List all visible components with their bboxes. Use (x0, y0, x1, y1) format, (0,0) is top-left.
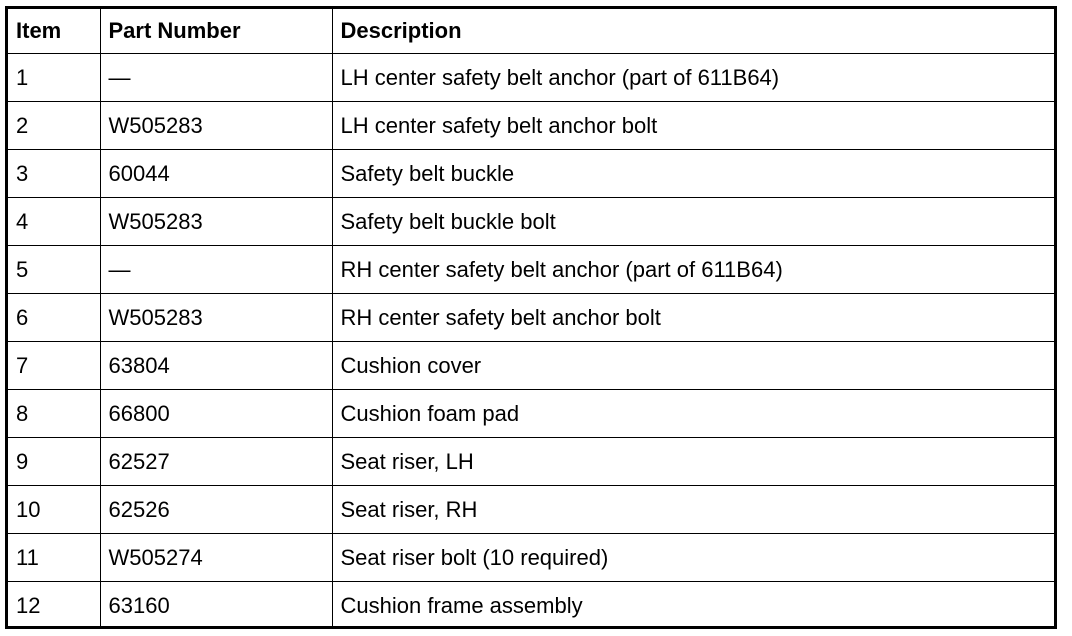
cell-item: 4 (8, 198, 100, 246)
cell-description: Cushion frame assembly (332, 582, 1054, 630)
cell-description: Cushion cover (332, 342, 1054, 390)
cell-part-number: — (100, 246, 332, 294)
table-row (8, 534, 1054, 582)
table-row (8, 150, 1054, 198)
table-row (8, 54, 1054, 102)
table-row (8, 198, 1054, 246)
table-body (8, 54, 1054, 630)
table-row (8, 102, 1054, 150)
cell-description: Safety belt buckle bolt (332, 198, 1054, 246)
cell-part-number: W505283 (100, 198, 332, 246)
table-row (8, 390, 1054, 438)
table-row (8, 246, 1054, 294)
header-item: Item (8, 9, 100, 54)
cell-part-number: W505274 (100, 534, 332, 582)
header-part-number: Part Number (100, 9, 332, 54)
cell-item: 9 (8, 438, 100, 486)
table-row (8, 582, 1054, 630)
cell-part-number: W505283 (100, 102, 332, 150)
cell-description: Safety belt buckle (332, 150, 1054, 198)
header-description: Description (332, 9, 1054, 54)
cell-description: Cushion foam pad (332, 390, 1054, 438)
table-row (8, 438, 1054, 486)
cell-description: RH center safety belt anchor (part of 611B64) (332, 246, 1054, 294)
cell-description: Seat riser, LH (332, 438, 1054, 486)
cell-item: 6 (8, 294, 100, 342)
table-row (8, 486, 1054, 534)
cell-description: LH center safety belt anchor bolt (332, 102, 1054, 150)
parts-table-container (5, 6, 1057, 629)
parts-table (8, 9, 1054, 629)
cell-item: 8 (8, 390, 100, 438)
cell-part-number: 60044 (100, 150, 332, 198)
cell-part-number: 66800 (100, 390, 332, 438)
cell-description: Seat riser bolt (10 required) (332, 534, 1054, 582)
cell-part-number: — (100, 54, 332, 102)
cell-item: 3 (8, 150, 100, 198)
cell-item: 10 (8, 486, 100, 534)
cell-part-number: W505283 (100, 294, 332, 342)
cell-part-number: 63160 (100, 582, 332, 630)
cell-description: Seat riser, RH (332, 486, 1054, 534)
table-row (8, 294, 1054, 342)
cell-item: 12 (8, 582, 100, 630)
cell-item: 7 (8, 342, 100, 390)
cell-part-number: 62526 (100, 486, 332, 534)
cell-description: LH center safety belt anchor (part of 611B64) (332, 54, 1054, 102)
cell-part-number: 63804 (100, 342, 332, 390)
cell-item: 2 (8, 102, 100, 150)
cell-part-number: 62527 (100, 438, 332, 486)
cell-description: RH center safety belt anchor bolt (332, 294, 1054, 342)
cell-item: 5 (8, 246, 100, 294)
cell-item: 11 (8, 534, 100, 582)
table-row (8, 342, 1054, 390)
table-header-row (8, 9, 1054, 54)
cell-item: 1 (8, 54, 100, 102)
